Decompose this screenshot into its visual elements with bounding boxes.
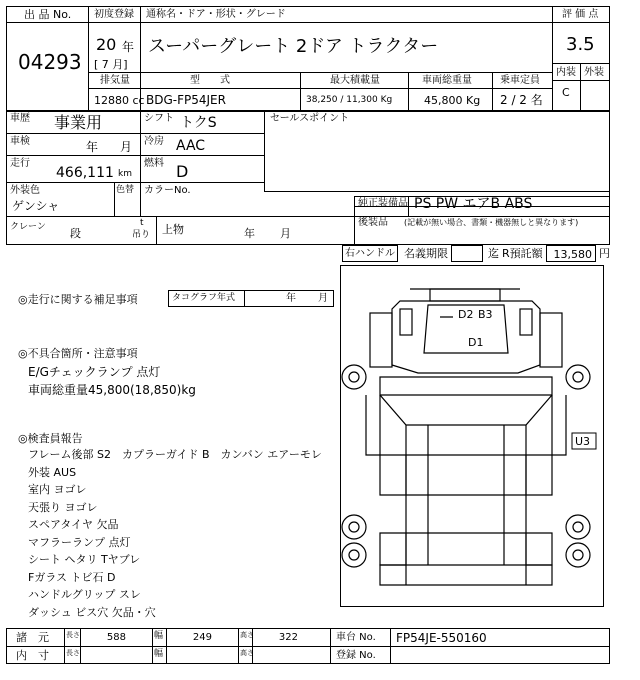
crane-ton: t	[140, 218, 144, 228]
gross-weight-label: 車両総重量	[422, 75, 472, 86]
capacity-value: 2 / 2 名	[500, 93, 543, 107]
inspection-month: 月	[120, 140, 133, 154]
r-unit: 円	[599, 247, 610, 260]
color-fade-label: 色替	[116, 185, 135, 195]
diagram-mark-u3: U3	[575, 435, 591, 448]
inspector-item: フレーム後部 S2 カプラーガイド B カンバン エアーモレ	[28, 448, 322, 461]
shift-label: シフト	[144, 113, 174, 124]
mileage-unit: km	[118, 169, 132, 179]
inspection-year: 年	[86, 140, 99, 154]
inspector-item: 室内 ヨゴレ	[28, 483, 87, 496]
width-label: 幅	[154, 631, 164, 641]
inspector-item: ダッシュ ビス穴 欠品・穴	[28, 605, 156, 619]
handle-value: 右ハンドル	[345, 248, 395, 259]
inspector-item: スペアタイヤ 欠品	[28, 518, 119, 531]
inspector-title: ◎検査員報告	[18, 432, 83, 445]
color-label: 外装色	[10, 185, 40, 196]
inspector-item: 天張り ヨゴレ	[28, 500, 98, 514]
odometer-prefix: 迄	[488, 247, 499, 260]
model-name: スーパーグレート 2ドア トラクター	[148, 36, 439, 57]
genuine-equipment-label: 純正装備品	[358, 198, 408, 209]
length-value: 588	[106, 632, 126, 643]
overall-grade: 3.5	[566, 34, 595, 55]
history-value: 事業用	[54, 113, 103, 132]
aftermarket-note: (記載が無い場合、書類・機器無しと異なります)	[404, 218, 579, 227]
driving-notes-title: ◎走行に関する補足事項	[18, 293, 138, 306]
color-value: ゲンシャ	[12, 199, 60, 213]
diagram-mark-d1: D1	[468, 336, 484, 349]
shift-value: トクS	[180, 115, 217, 131]
interior-label: 内装	[556, 67, 576, 78]
first-reg-year-unit: 年	[122, 40, 135, 54]
diagram-mark-b3: B3	[478, 308, 493, 321]
vehicle-diagram	[340, 265, 604, 607]
capacity-label: 乗車定員	[500, 75, 540, 86]
type-label: 型 式	[190, 75, 230, 86]
inspector-item: ハンドルグリップ スレ	[28, 588, 141, 601]
ac-value: AAC	[176, 138, 206, 154]
tachograph-label: タコグラフ年式	[172, 293, 236, 303]
body-top-month: 月	[280, 227, 291, 240]
fuel-label: 燃料	[144, 158, 164, 169]
name-change-box	[451, 245, 483, 262]
tachograph-year: 年	[286, 293, 296, 304]
name-change-label: 名義期限	[404, 247, 448, 260]
first-reg-month: [ 7 月]	[94, 58, 128, 71]
tachograph-month: 月	[318, 293, 328, 304]
inspector-item: マフラーランプ 点灯	[28, 535, 131, 549]
sales-point-label: セールスポイント	[270, 113, 350, 124]
height-value: 322	[278, 632, 298, 643]
crane-stage: 段	[70, 227, 81, 240]
max-load-value: 38,250 / 11,300 Kg	[306, 95, 393, 105]
max-load-label: 最大積載量	[330, 75, 380, 86]
lot-number: 04293	[18, 50, 82, 74]
name-label: 通称名・ドア・形状・グレード	[146, 9, 286, 20]
ac-label: 冷房	[144, 136, 164, 147]
inner-height-label: 高さ	[240, 649, 254, 657]
height-label: 高さ	[240, 631, 254, 639]
type-value: BDG-FP54JER	[146, 93, 226, 107]
inner-dimension-label: 内 寸	[16, 649, 49, 662]
first-reg-label: 初度登録	[94, 9, 134, 20]
length-label: 長さ	[66, 631, 80, 639]
crane-label: クレーン	[10, 222, 46, 232]
interior-grade: C	[562, 86, 570, 99]
color-no-label: カラーNo.	[144, 185, 191, 196]
defects-title: ◎不具合箇所・注意事項	[18, 347, 138, 360]
grade-label: 評 価 点	[562, 9, 599, 20]
displacement-label: 排気量	[100, 75, 130, 86]
body-top-label: 上物	[162, 223, 184, 236]
width-value: 249	[192, 632, 212, 643]
crane-lift: 吊り	[132, 230, 151, 240]
inspection-label: 車検	[10, 136, 30, 147]
aftermarket-label: 後装品	[358, 217, 388, 228]
body-top-year: 年	[244, 227, 255, 240]
history-label: 車歴	[10, 113, 30, 124]
fuel-value: D	[176, 162, 189, 181]
inspector-item: Fガラス トビ石 D	[28, 570, 116, 584]
r-amount: 13,580	[553, 248, 592, 261]
inspector-item: 外装 AUS	[28, 465, 77, 479]
defect-item: E/Gチェックランプ 点灯	[28, 365, 161, 379]
lot-label: 出 品 No.	[24, 8, 72, 21]
inner-width-label: 幅	[154, 649, 164, 659]
diagram-mark-d2: D2	[458, 308, 474, 321]
defect-item: 車両総重量45,800(18,850)kg	[28, 383, 196, 397]
inspector-item: シート ヘタリ Tヤブレ	[28, 553, 141, 566]
mileage-value: 466,111	[56, 165, 114, 181]
first-reg-year: 20	[96, 35, 117, 54]
dimensions-label: 諸 元	[16, 631, 49, 644]
inner-length-label: 長さ	[66, 649, 80, 657]
genuine-equipment-value: PS PW エアB ABS	[414, 196, 533, 212]
chassis-number: FP54JE-550160	[396, 631, 487, 645]
chassis-label: 車台 No.	[336, 632, 376, 643]
exterior-label: 外装	[584, 67, 604, 78]
displacement-value: 12880 cc	[94, 94, 145, 107]
registration-label: 登録 No.	[336, 650, 376, 661]
r-label: R預託額	[502, 247, 543, 260]
gross-weight-value: 45,800 Kg	[424, 94, 481, 107]
mileage-label: 走行	[10, 158, 30, 169]
